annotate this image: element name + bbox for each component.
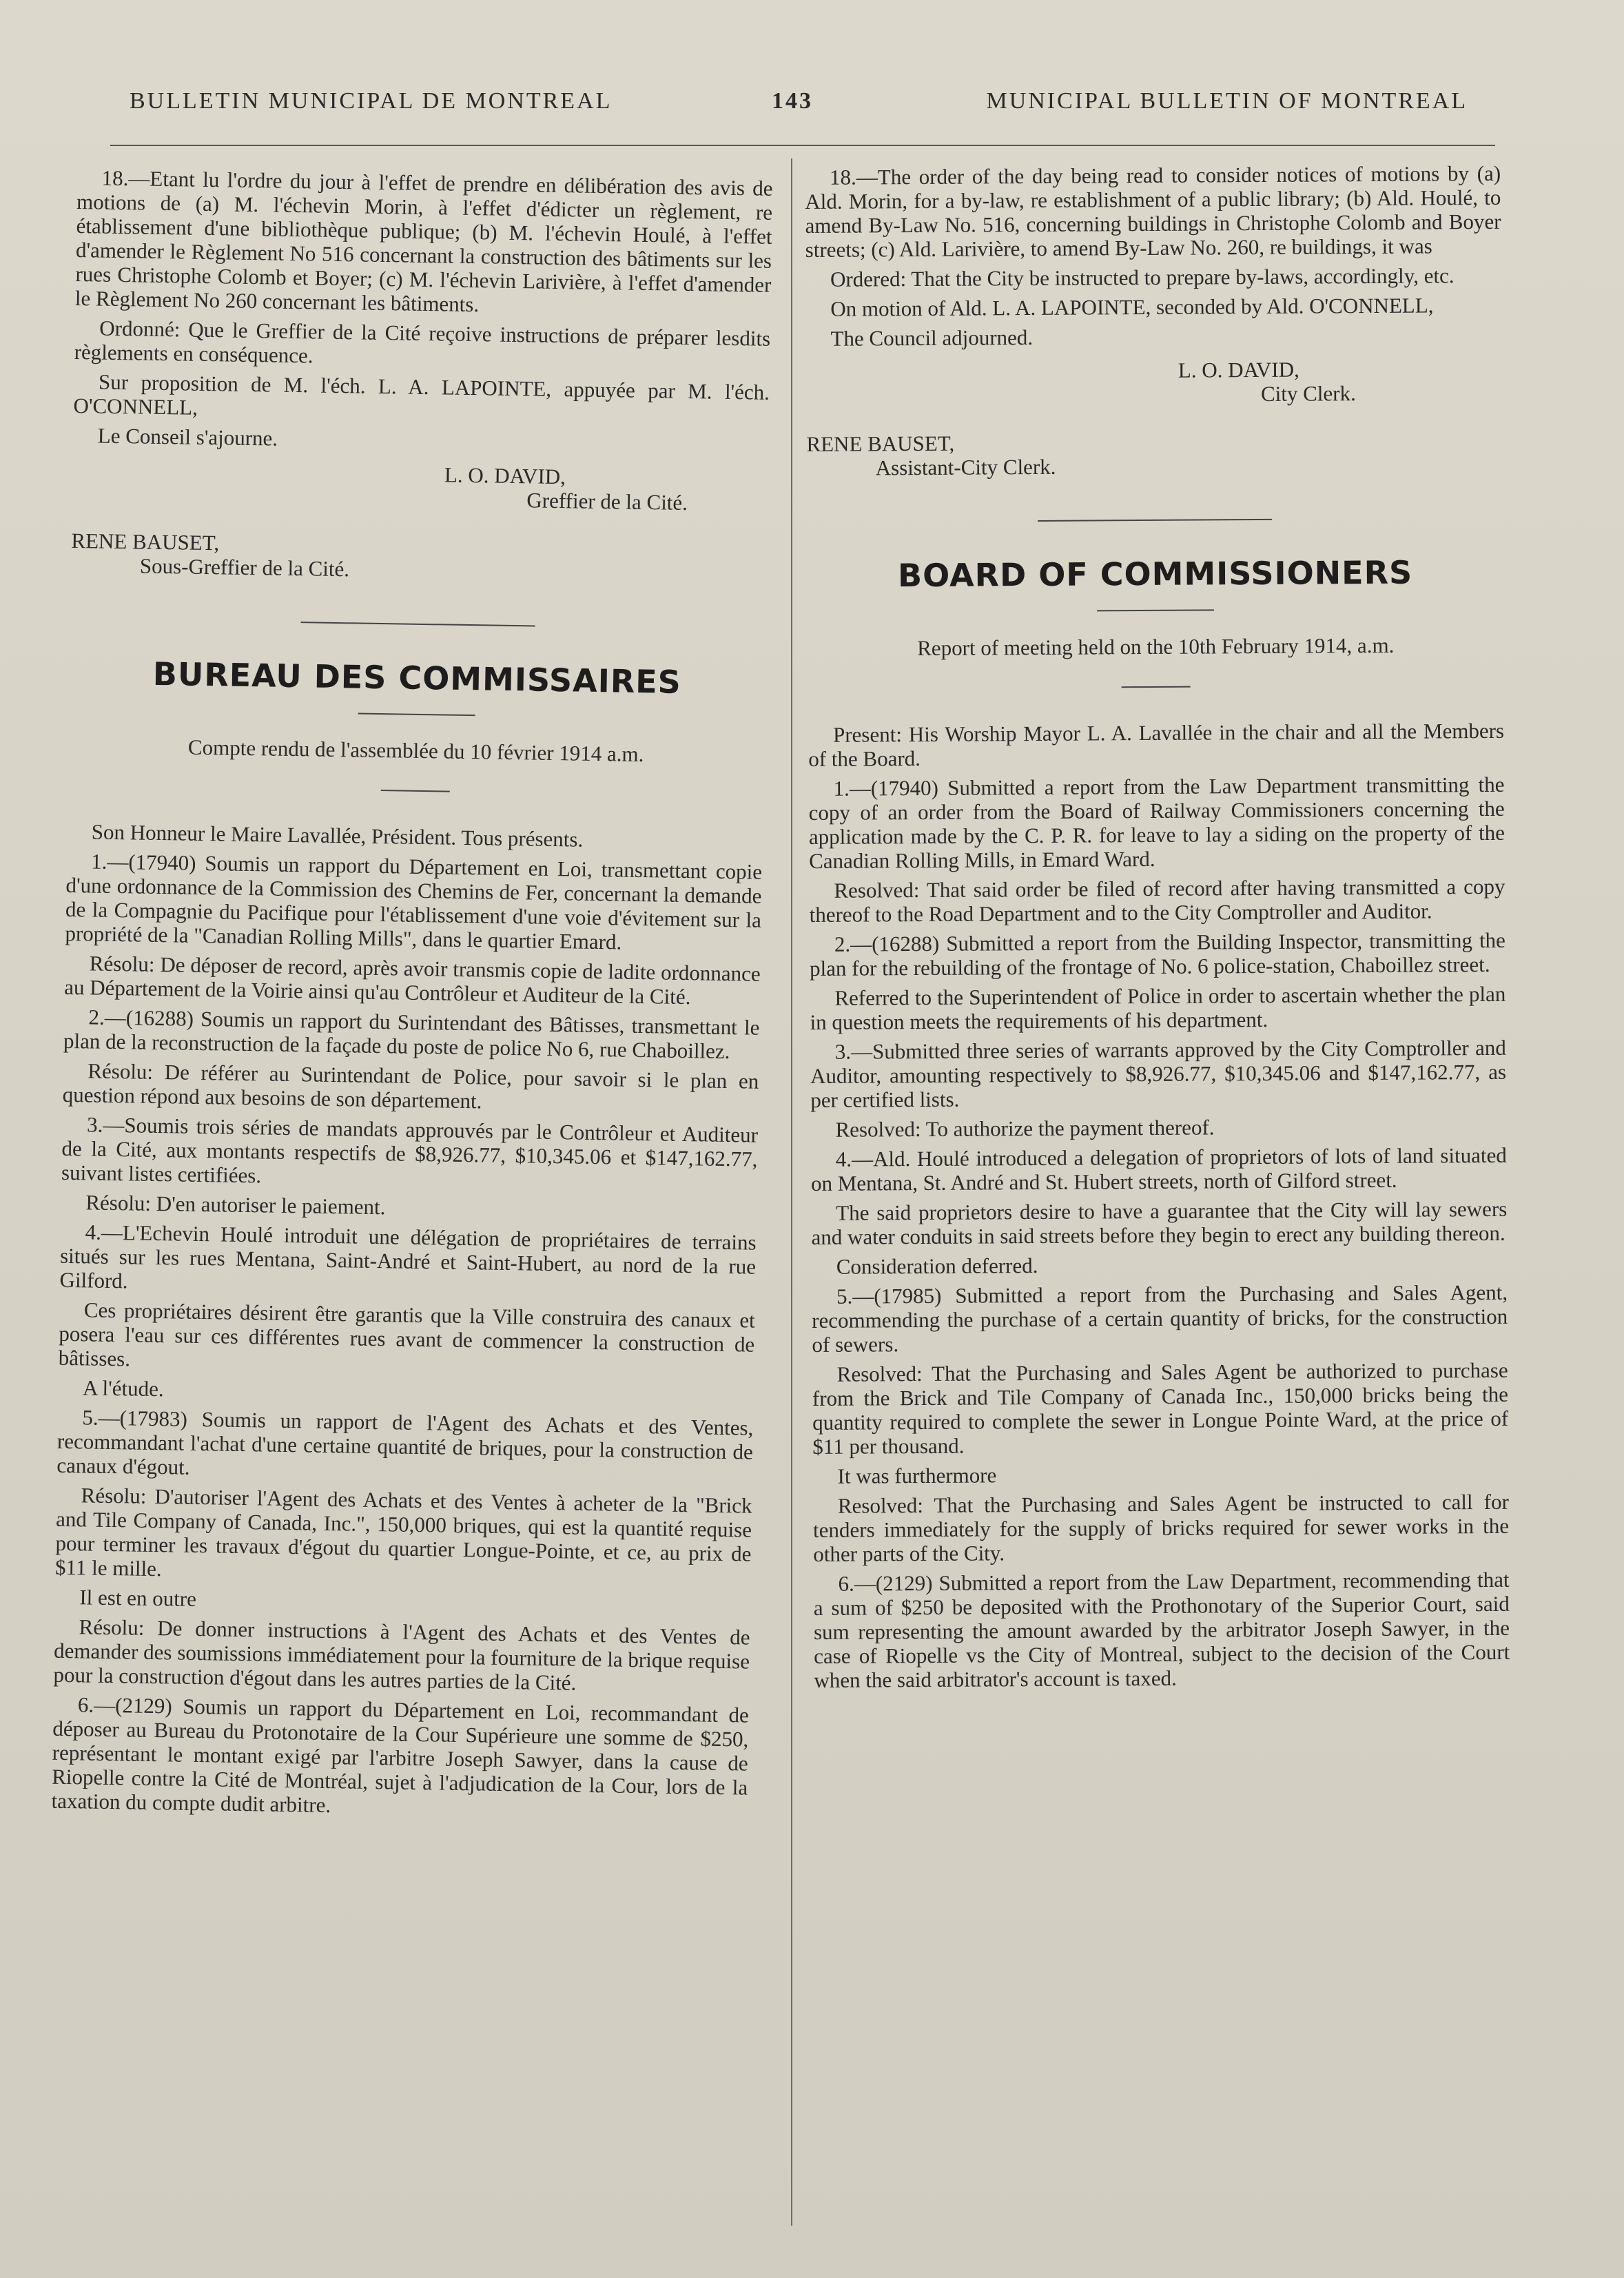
fr-item: Son Honneur le Maire Lavallée, Président. Tous présents. xyxy=(91,819,584,852)
column-divider xyxy=(791,158,792,2226)
page-number: 143 xyxy=(772,88,813,114)
english-column xyxy=(805,161,1510,1698)
fr-item: 5.—(17983) Soumis un rapport de l'Agent des Achats et des Ventes, recommandant l'achat d'une certaine quantité de briques, pour la construction de canaux d'égout. xyxy=(56,1405,754,1479)
fr-item: Résolu: De référer au Surintendant de Police, pour savoir si le plan en question répond aux besoins de son département. xyxy=(62,1058,759,1114)
en-item: Present: His Worship Mayor L. A. Lavallée in the chair and all the Members of the Board. xyxy=(808,718,1505,771)
fr-item: Résolu: De déposer de record, après avoir transmis copie de ladite ordonnance au Département de la Voirie ainsi qu'au Contrôleur et Auditeur de la Cité. xyxy=(63,951,761,1009)
en-item: 5.—(17985) Submitted a report from the Purchasing and Sales Agent, recommending the purchase of a certain quantity of bricks, for the construction of sewers. xyxy=(812,1280,1508,1357)
en-item: Resolved: That the Purchasing and Sales Agent be instructed to call for tenders immediately for the supply of bricks required for sewer works in the other parts of the City. xyxy=(812,1489,1510,1566)
fr-clerk-title: Greffier de la Cité. xyxy=(526,488,688,515)
en-subtitle-rule xyxy=(1122,686,1191,688)
fr-item: 3.—Soumis trois séries de mandats approuvés par le Contrôleur et Auditeur de la Cité, aux montants respectifs de $8,926.77, $10,345.06 et $147,162.77, suivant listes certifiées. xyxy=(61,1112,759,1188)
en-motion: On motion of Ald. L. A. LAPOINTE, seconded by Ald. O'CONNELL, xyxy=(830,293,1434,321)
fr-meeting-subtitle: Compte rendu de l'assemblée du 10 février 1914 a.m. xyxy=(187,735,644,767)
running-head xyxy=(124,88,1468,130)
fr-item: Résolu: D'autoriser l'Agent des Achats et des Ventes à acheter de la "Brick and Tile Company of Canada, Inc.", 150,000 briques, qui est la quantité requise pour terminer les travaux d'égout du quartier Longue-Pointe, et ce, au prix de $11 le mille. xyxy=(54,1483,752,1581)
en-item: 3.—Submitted three series of warrants approved by the City Comptroller and Auditor, amounting respectively to $8,926.77, $10,345.06 and $147,162.77, as per certified lists. xyxy=(810,1035,1507,1112)
fr-ordonne: Ordonné: Que le Greffier de la Cité reçoive instructions de préparer lesdits règlements en conséquence. xyxy=(74,316,771,368)
fr-item: 6.—(2129) Soumis un rapport du Département en Loi, recommandant de déposer au Bureau du Protonotaire de la Cour Supérieure une somme de $250, représentant le montant exigé par l'arbitre Joseph Sawyer, dans la cause de Riopelle contre la Cité de Montréal, sujet à l'adjudication de la Cour, lors de la taxation du compte dudit arbitre. xyxy=(51,1692,750,1818)
fr-motion: Sur proposition de M. l'éch. L. A. LAPOINTE, appuyée par M. l'éch. O'CONNELL, xyxy=(73,369,770,420)
en-item: 6.—(2129) Submitted a report from the Law Department, recommending that a sum of $250 be deposited with the Prothonotary of the Superior Court, said sum representing the amount awarded by the arbitrator Joseph Sawyer, in the case of Riopelle vs the City of Montreal, subject to the decision of the Court when the said arbitrator's account is taxed. xyxy=(813,1567,1510,1692)
en-item: 2.—(16288) Submitted a report from the Building Inspector, transmitting the plan for the rebuilding of the frontage of No. 6 police-station, Chaboillez street. xyxy=(810,927,1505,981)
en-clerk-title: City Clerk. xyxy=(1260,381,1356,406)
en-assistant-name: RENE BAUSET, xyxy=(806,431,955,456)
fr-item: 2.—(16288) Soumis un rapport du Surintendant des Bâtisses, transmettant le plan de la reconstruction de la façade du poste de police No 6, rue Chaboillez. xyxy=(63,1005,760,1064)
header-left-title: BULLETIN MUNICIPAL DE MONTREAL xyxy=(130,88,613,114)
en-meeting-subtitle: Report of meeting held on the 10th February 1914, a.m. xyxy=(917,633,1395,661)
fr-adjourn: Le Conseil s'ajourne. xyxy=(97,423,278,451)
en-item: 4.—Ald. Houlé introduced a delegation of proprietors of lots of land situated on Mentana, St. André and St. Hubert streets, north of Gilford street. xyxy=(810,1142,1507,1196)
fr-item: Il est en outre xyxy=(79,1585,197,1611)
fr-separator xyxy=(301,622,535,626)
en-item: Resolved: To authorize the payment thereof. xyxy=(835,1115,1215,1142)
en-item: The said proprietors desire to have a guarantee that the City will lay sewers and water conduits in said streets before they begin to erect any building thereon. xyxy=(811,1196,1508,1249)
en-paragraph-18: 18.—The order of the day being read to consider notices of motions by (a) Ald. Morin, for a by-law, re establishment of a public library; (b) Ald. Houlé, to amend By-Law No. 516, concerning buildings in Christophe Colomb and Boyer streets; (c) Ald. Larivière, to amend By-Law No. 260, re buildings, it was xyxy=(805,161,1501,262)
en-item: Consideration deferred. xyxy=(836,1253,1038,1279)
header-rule xyxy=(110,145,1495,146)
french-column xyxy=(51,165,773,1829)
en-item: It was furthermore xyxy=(837,1463,997,1488)
fr-subtitle-rule xyxy=(381,790,450,792)
en-section-title: BOARD OF COMMISSIONERS xyxy=(897,553,1413,595)
en-clerk-name: L. O. DAVID, xyxy=(1178,357,1299,382)
fr-paragraph-18: 18.—Etant lu l'ordre du jour à l'effet de prendre en délibération des avis de motions de (a) M. l'échevin Morin, à l'effet d'édicter un règlement, re établissement d'une bibliothèque publique; (b) M. l'échevin Houlé, à l'effet d'amender le Règlement No 516 concernant la construction des bâtiments sur les rues Christophe Colomb et Boyer; (c) M. l'échevin Larivière, à l'effet d'amender le Règlement No 260 concernant les bâtiments. xyxy=(74,165,773,317)
en-adjourn: The Council adjourned. xyxy=(830,325,1034,351)
fr-title-rule xyxy=(358,712,475,716)
en-assistant-title: Assistant-City Clerk. xyxy=(875,454,1056,480)
en-item: 1.—(17940) Submitted a report from the Law Department transmitting the copy of an order from the Board of Railway Commissioners concerning the application made by the C. P. R. for leave to lay a siding on the property of the Canadian Rolling Mills, in Emard Ward. xyxy=(808,772,1505,873)
fr-item: Résolu: De donner instructions à l'Agent des Achats et des Ventes de demander des soumissions immédiatement pour la fourniture de la brique requise pour la construction d'égout dans les autres parties de la Cité. xyxy=(53,1614,750,1695)
fr-item: Résolu: D'en autoriser le paiement. xyxy=(85,1190,386,1220)
fr-assistant-title: Sous-Greffier de la Cité. xyxy=(139,553,350,582)
en-title-rule xyxy=(1097,609,1214,611)
en-item: Referred to the Superintendent of Police in order to ascertain whether the plan in question meets the requirements of his department. xyxy=(810,981,1506,1034)
fr-clerk-name: L. O. DAVID, xyxy=(444,462,566,489)
fr-item: 1.—(17940) Soumis un rapport du Département en Loi, transmettant copie d'une ordonnance de la Commission des Chemins de Fer, concernant la demande de la Compagnie du Pacifique pour l'établissement d'une voie d'évitement sur la propriété de la "Canadian Rolling Mills", dans le quartier Emard. xyxy=(65,849,763,954)
en-separator xyxy=(1038,519,1272,522)
en-ordered: Ordered: That the City be instructed to prepare by-laws, accordingly, etc. xyxy=(830,263,1455,291)
fr-item: 4.—L'Echevin Houlé introduit une délégation de propriétaires de terrains situés sur les rues Mentana, Saint-André et Saint-Hubert, au nord de la rue Gilford. xyxy=(59,1220,757,1293)
fr-item: A l'étude. xyxy=(82,1375,164,1402)
fr-assistant-name: RENE BAUSET, xyxy=(71,528,220,555)
en-item: Resolved: That the Purchasing and Sales Agent be authorized to purchase from the Brick and Tile Company of Canada Inc., 150,000 bricks being the quantity required to complete the sewer in Longue Pointe Ward, at the price of $11 per thousand. xyxy=(812,1357,1509,1459)
en-item: Resolved: That said order be filed of record after having transmitted a copy thereof to the Road Department and to the City Comptroller and Auditor. xyxy=(809,874,1505,927)
fr-item: Ces propriétaires désirent être garantis que la Ville construira des canaux et posera l'eau sur ces différentes rues avant de commencer la construction de bâtisses. xyxy=(58,1297,756,1371)
fr-section-title: BUREAU DES COMMISSAIRES xyxy=(152,655,682,701)
header-right-title: MUNICIPAL BULLETIN OF MONTREAL xyxy=(986,88,1468,114)
